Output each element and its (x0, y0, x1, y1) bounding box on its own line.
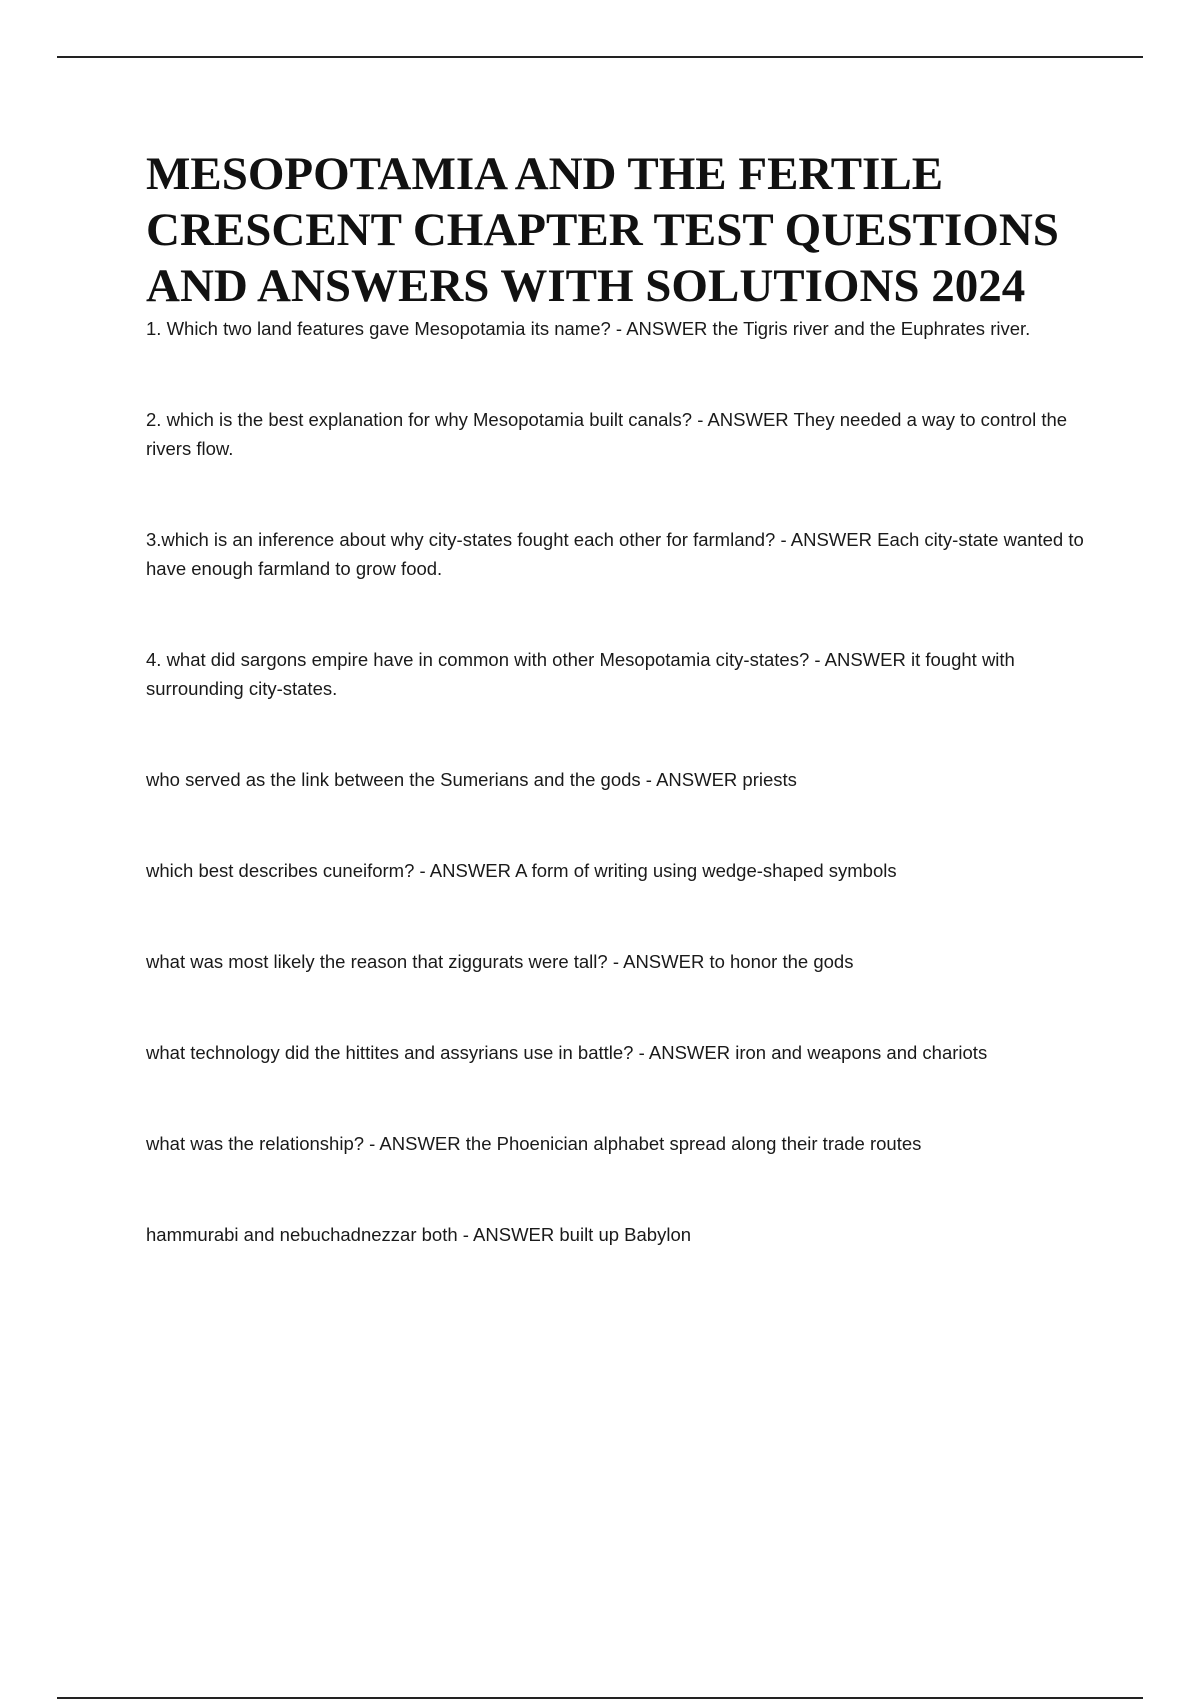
header-divider (57, 56, 1143, 58)
qa-item: 1. Which two land features gave Mesopotamia its name? - ANSWER the Tigris river and the Euphrates river. (146, 318, 1031, 339)
document-title: MESOPOTAMIA AND THE FERTILE CRESCENT CHAPTER TEST QUESTIONS AND ANSWERS WITH SOLUTIONS 2024 (146, 148, 1059, 312)
document-body (146, 146, 1106, 1249)
qa-item: 3.which is an inference about why city-states fought each other for farmland? - ANSWER Each city-state wanted to have enough farmland to grow food. (146, 529, 1084, 579)
qa-item: what technology did the hittites and assyrians use in battle? - ANSWER iron and weapons and chariots (146, 1042, 988, 1063)
qa-item: hammurabi and nebuchadnezzar both - ANSWER built up Babylon (146, 1224, 692, 1245)
qa-item: which best describes cuneiform? - ANSWER A form of writing using wedge-shaped symbols (146, 860, 897, 881)
qa-item: what was most likely the reason that ziggurats were tall? - ANSWER to honor the gods (146, 951, 854, 972)
qa-item: who served as the link between the Sumerians and the gods - ANSWER priests (146, 769, 797, 790)
qa-item: 2. which is the best explanation for why Mesopotamia built canals? - ANSWER They needed a way to control the rivers flow. (146, 409, 1068, 459)
qa-list (146, 314, 1106, 1249)
qa-item: what was the relationship? - ANSWER the Phoenician alphabet spread along their trade routes (146, 1133, 922, 1154)
footer-divider (57, 1697, 1143, 1699)
qa-item: 4. what did sargons empire have in common with other Mesopotamia city-states? - ANSWER it fought with surrounding city-states. (146, 649, 1015, 699)
